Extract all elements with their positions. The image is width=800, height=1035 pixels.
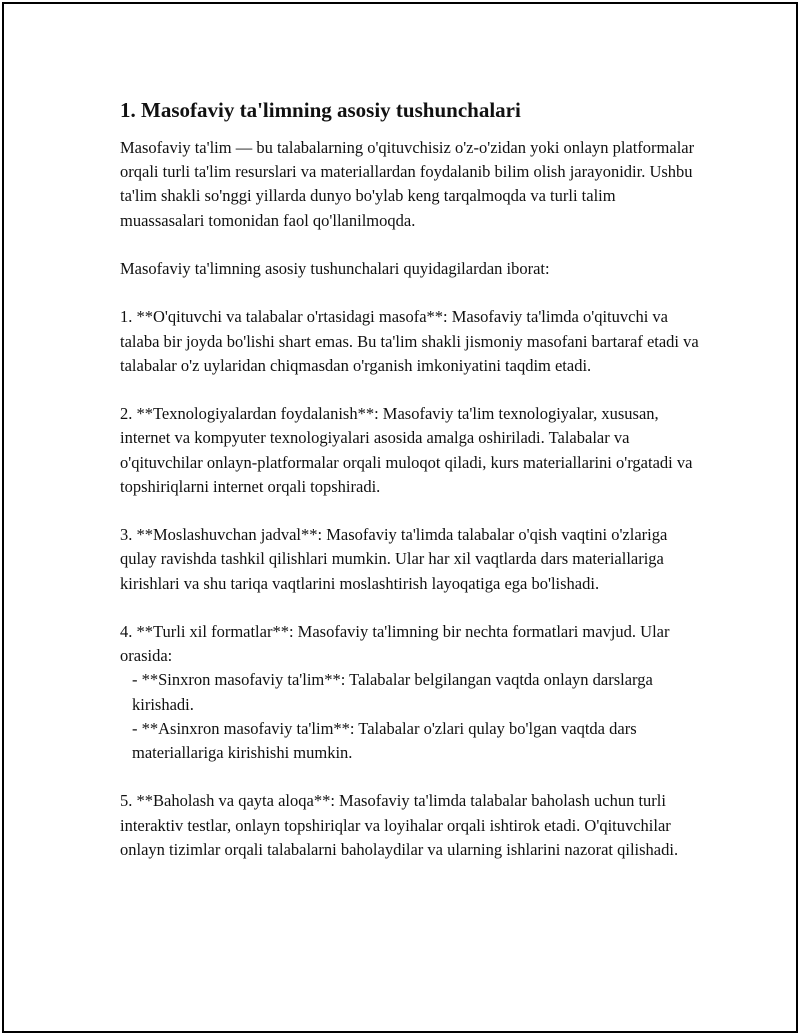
list-item-1: 1. **O'qituvchi va talabalar o'rtasidagi masofa**: Masofaviy ta'limda o'qituvchi va talaba bir joyda bo'lishi shart emas. Bu ta'lim shakli jismoniy masofani bartaraf etadi va talabalar o'z uylaridan chiqmasdan o'rganish imkoniyatini taqdim etadi. <box>120 307 699 375</box>
document-title: 1. Masofaviy ta'limning asosiy tushunchalari <box>120 98 521 122</box>
lead-paragraph: Masofaviy ta'limning asosiy tushunchalari quyidagilardan iborat: <box>120 259 550 278</box>
page-frame <box>2 2 798 1033</box>
list-item-4-text: 4. **Turli xil formatlar**: Masofaviy ta'limning bir nechta formatlari mavjud. Ular orasida: <box>120 621 670 666</box>
list-item-5: 5. **Baholash va qayta aloqa**: Masofaviy ta'limda talabalar baholash uchun turli interaktiv testlar, onlayn topshiriqlar va loyihalar orqali ishtirok etadi. O'qituvchilar onlayn tizimlar orqali talabalarni baholaydilar va ularning ishlarini nazorat qilishadi. <box>120 791 679 859</box>
intro-paragraph: Masofaviy ta'lim — bu talabalarning o'qituvchisiz o'z-o'zidan yoki onlayn platformalar orqali turli ta'lim resurslari va materiallardan foydalanib bilim olish jarayonidir. Ushbu ta'lim shakli so'nggi yillarda dunyo bo'ylab keng tarqalmoqda va turli talim muassasalari tomonidan faol qo'llanilmoqda. <box>120 138 695 230</box>
list-item-3: 3. **Moslashuvchan jadval**: Masofaviy ta'limda talabalar o'qish vaqtini o'zlariga qulay ravishda tashkil qilishlari mumkin. Ular har xil vaqtlarda dars materiallariga kirishlari va shu tariqa vaqtlarini moslashtirish layoqatiga ega bo'lishadi. <box>120 525 668 593</box>
document-body <box>120 96 700 886</box>
list-item-4 <box>120 620 700 765</box>
sub-item-asynchronous: - **Asinxron masofaviy ta'lim**: Talabalar o'zlari qulay bo'lgan vaqtda dars materiallariga kirishishi mumkin. <box>132 718 637 762</box>
list-item-2: 2. **Texnologiyalardan foydalanish**: Masofaviy ta'lim texnologiyalar, xususan, internet va kompyuter texnologiyalari asosida amalga oshiriladi. Talabalar va o'qituvchilar onlayn-platformalar orqali muloqot qiladi, kurs materiallarini o'rgatadi va topshiriqlarni internet orqali topshiradi. <box>120 404 693 496</box>
sub-item-synchronous: - **Sinxron masofaviy ta'lim**: Talabalar belgilangan vaqtda onlayn darslarga kirishadi. <box>132 670 653 714</box>
